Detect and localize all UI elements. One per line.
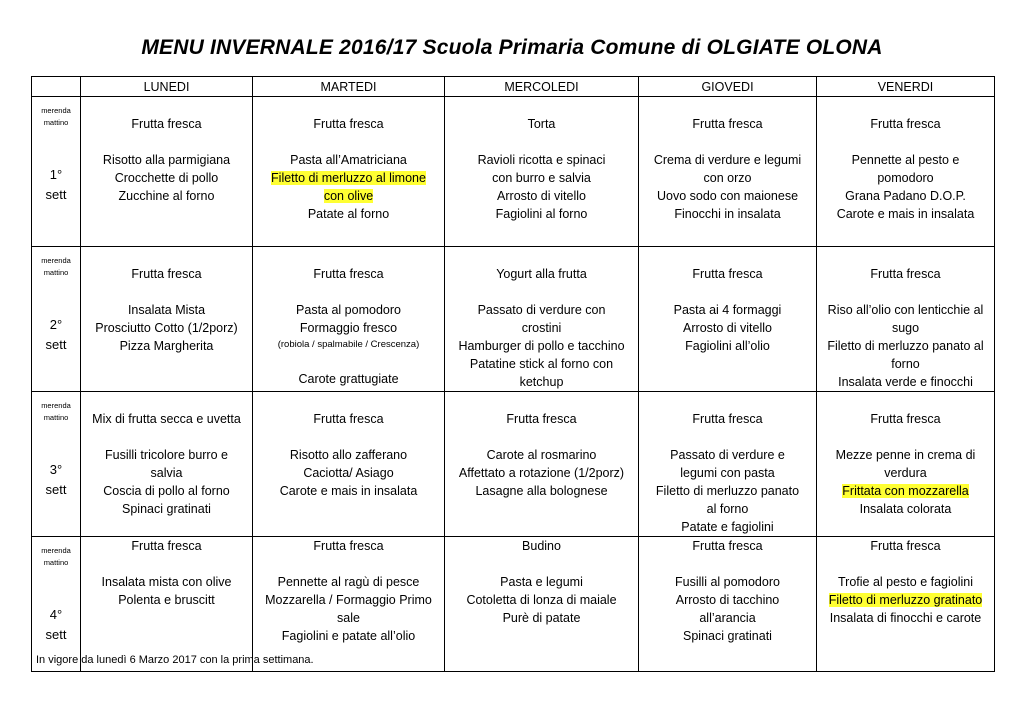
snack: Frutta fresca: [313, 117, 384, 131]
dish: Uovo sodo con maionese: [656, 189, 799, 203]
header-row: [32, 77, 995, 97]
dish: Cotoletta di lonza di maiale: [466, 593, 617, 607]
dish: salvia: [150, 466, 183, 480]
day-header: LUNEDI: [81, 77, 253, 97]
dish: Carote e mais in insalata: [836, 207, 975, 221]
dish: Fagiolini e patate all’olio: [281, 629, 416, 643]
dish-highlighted: Filetto di merluzzo gratinato: [828, 593, 983, 607]
dish: Insalata colorata: [859, 502, 952, 516]
menu-cell: [81, 392, 253, 537]
dish: Patatine stick al forno con: [469, 357, 614, 371]
snack: Frutta fresca: [692, 539, 763, 553]
dish: Fusilli al pomodoro: [675, 575, 780, 589]
dish: crostini: [521, 321, 562, 335]
dish: all’arancia: [699, 611, 756, 625]
snack: Frutta fresca: [692, 267, 763, 281]
dish: Mozzarella / Formaggio Primo: [265, 593, 432, 607]
day-header: MERCOLEDI: [445, 77, 639, 97]
dish: legumi con pasta: [680, 466, 775, 480]
dish: Fusilli tricolore burro e: [105, 448, 228, 462]
dish: Fagiolini all’olio: [685, 339, 770, 353]
snack: Mix di frutta secca e uvetta: [92, 412, 241, 426]
dish: Ravioli ricotta e spinaci: [477, 153, 606, 167]
menu-cell: [445, 537, 639, 672]
snack: Frutta fresca: [870, 117, 941, 131]
menu-cell: [253, 97, 445, 247]
dish-highlighted: Filetto di merluzzo al limone: [271, 171, 426, 185]
snack: Frutta fresca: [692, 412, 763, 426]
dish: Patate e fagiolini: [681, 520, 774, 534]
week-label-cell: [32, 537, 81, 672]
dish-highlighted: con olive: [323, 189, 374, 203]
dish: Pennette al ragù di pesce: [277, 575, 420, 589]
dish: Trofie al pesto e fagiolini: [837, 575, 974, 589]
dish: Pasta all’Amatriciana: [290, 153, 407, 167]
dish: Filetto di merluzzo panato al: [827, 339, 984, 353]
dish: Pasta e legumi: [500, 575, 583, 589]
menu-cell: [253, 392, 445, 537]
dish: Formaggio fresco: [299, 321, 398, 335]
menu-cell: [253, 247, 445, 392]
snack: Frutta fresca: [506, 412, 577, 426]
dish: Arrosto di tacchino: [675, 593, 780, 607]
dish: forno: [891, 357, 920, 371]
day-header: GIOVEDI: [639, 77, 817, 97]
week-label: 1° sett: [45, 167, 67, 202]
snack: Frutta fresca: [870, 267, 941, 281]
snack: Frutta fresca: [870, 412, 941, 426]
dish: Passato di verdure con: [477, 303, 606, 317]
merenda-label: merenda mattino: [41, 256, 71, 277]
dish: Passato di verdure e: [670, 448, 785, 462]
week-label: 2° sett: [45, 317, 67, 352]
dish: Insalata mista con olive: [101, 575, 232, 589]
snack: Frutta fresca: [313, 412, 384, 426]
menu-cell: [81, 537, 253, 672]
dish: al forno: [706, 502, 749, 516]
dish: pomodoro: [877, 171, 934, 185]
dish: Grana Padano D.O.P.: [845, 189, 966, 203]
dish: Coscia di pollo al forno: [103, 484, 230, 498]
dish: Affettato a rotazione (1/2porz): [458, 466, 625, 480]
dish: Arrosto di vitello: [683, 321, 772, 335]
dish: Insalata verde e finocchi: [838, 375, 973, 389]
snack: Budino: [522, 539, 561, 553]
week-label: 4° sett: [45, 607, 67, 642]
dish: Zucchine al forno: [118, 189, 215, 203]
dish: Finocchi in insalata: [674, 207, 781, 221]
menu-cell: [81, 97, 253, 247]
dish: Filetto di merluzzo panato: [655, 484, 800, 498]
week-row: [32, 247, 995, 392]
dish: Risotto alla parmigiana: [102, 153, 231, 167]
menu-cell: [639, 247, 817, 392]
dish: Caciotta/ Asiago: [303, 466, 394, 480]
menu-table: [31, 76, 995, 672]
menu-cell: [81, 247, 253, 392]
dish: Pasta ai 4 formaggi: [673, 303, 782, 317]
dish: Arrosto di vitello: [497, 189, 586, 203]
menu-cell: [445, 97, 639, 247]
menu-cell: [817, 537, 995, 672]
snack: Frutta fresca: [870, 539, 941, 553]
dish: sale: [337, 611, 360, 625]
menu-cell: [639, 537, 817, 672]
dish: Pennette al pesto e: [851, 153, 960, 167]
dish: Crema di verdure e legumi: [653, 153, 802, 167]
dish: verdura: [884, 466, 927, 480]
menu-cell: [817, 392, 995, 537]
week-label-cell: [32, 97, 81, 247]
dish: Pasta al pomodoro: [296, 303, 401, 317]
dish: Spinaci gratinati: [683, 629, 772, 643]
dish: Lasagne alla bolognese: [475, 484, 608, 498]
snack: Yogurt alla frutta: [496, 267, 587, 281]
dish: Carote grattugiate: [298, 372, 399, 386]
dish: Crocchette di pollo: [114, 171, 219, 185]
snack: Frutta fresca: [131, 539, 202, 553]
week-row: [32, 97, 995, 247]
snack: Torta: [527, 117, 556, 131]
day-header: VENERDI: [817, 77, 995, 97]
week-row: [32, 392, 995, 537]
dish: Polenta e bruscitt: [118, 593, 215, 607]
dish: Pizza Margherita: [119, 339, 214, 353]
dish: con burro e salvia: [492, 171, 591, 185]
dish: Risotto allo zafferano: [289, 448, 408, 462]
dish: Carote e mais in insalata: [279, 484, 418, 498]
week-label-cell: [32, 247, 81, 392]
menu-cell: [817, 247, 995, 392]
week-row: [32, 537, 995, 672]
dish: Carote al rosmarino: [486, 448, 597, 462]
dish: Fagiolini al forno: [495, 207, 588, 221]
snack: Frutta fresca: [131, 267, 202, 281]
merenda-label: merenda mattino: [41, 401, 71, 422]
dish: Insalata di finocchi e carote: [829, 611, 982, 625]
dish: Mezze penne in crema di: [835, 448, 976, 462]
dish: Spinaci gratinati: [122, 502, 211, 516]
snack: Frutta fresca: [692, 117, 763, 131]
dish-highlighted: Frittata con mozzarella: [842, 484, 969, 498]
dish: ketchup: [519, 375, 564, 389]
snack: Frutta fresca: [313, 267, 384, 281]
menu-cell: [817, 97, 995, 247]
menu-cell: [445, 247, 639, 392]
snack: Frutta fresca: [313, 539, 384, 553]
dish: Riso all’olio con lenticchie al: [827, 303, 984, 317]
page-title: MENU INVERNALE 2016/17 Scuola Primaria Comune di OLGIATE OLONA: [141, 36, 883, 59]
day-header: MARTEDI: [253, 77, 445, 97]
dish: Hamburger di pollo e tacchino: [458, 339, 625, 353]
dish: Patate al forno: [307, 207, 390, 221]
merenda-label: merenda mattino: [41, 546, 71, 567]
dish: Prosciutto Cotto (1/2porz): [95, 321, 238, 335]
menu-cell: [639, 392, 817, 537]
week-label: 3° sett: [45, 462, 67, 497]
dish: con orzo: [703, 171, 752, 185]
corner-cell: [32, 77, 81, 97]
dish: sugo: [891, 321, 920, 335]
snack: Frutta fresca: [131, 117, 202, 131]
dish: Insalata Mista: [127, 303, 206, 317]
menu-cell: [639, 97, 817, 247]
menu-cell: [253, 537, 445, 672]
dish: Purè di patate: [502, 611, 581, 625]
menu-cell: [445, 392, 639, 537]
footer-note: In vigore da lunedì 6 Marzo 2017 con la prima settimana.: [36, 654, 314, 666]
week-label-cell: [32, 392, 81, 537]
merenda-label: merenda mattino: [41, 106, 71, 127]
dish-note: (robiola / spalmabile / Crescenza): [277, 339, 420, 350]
